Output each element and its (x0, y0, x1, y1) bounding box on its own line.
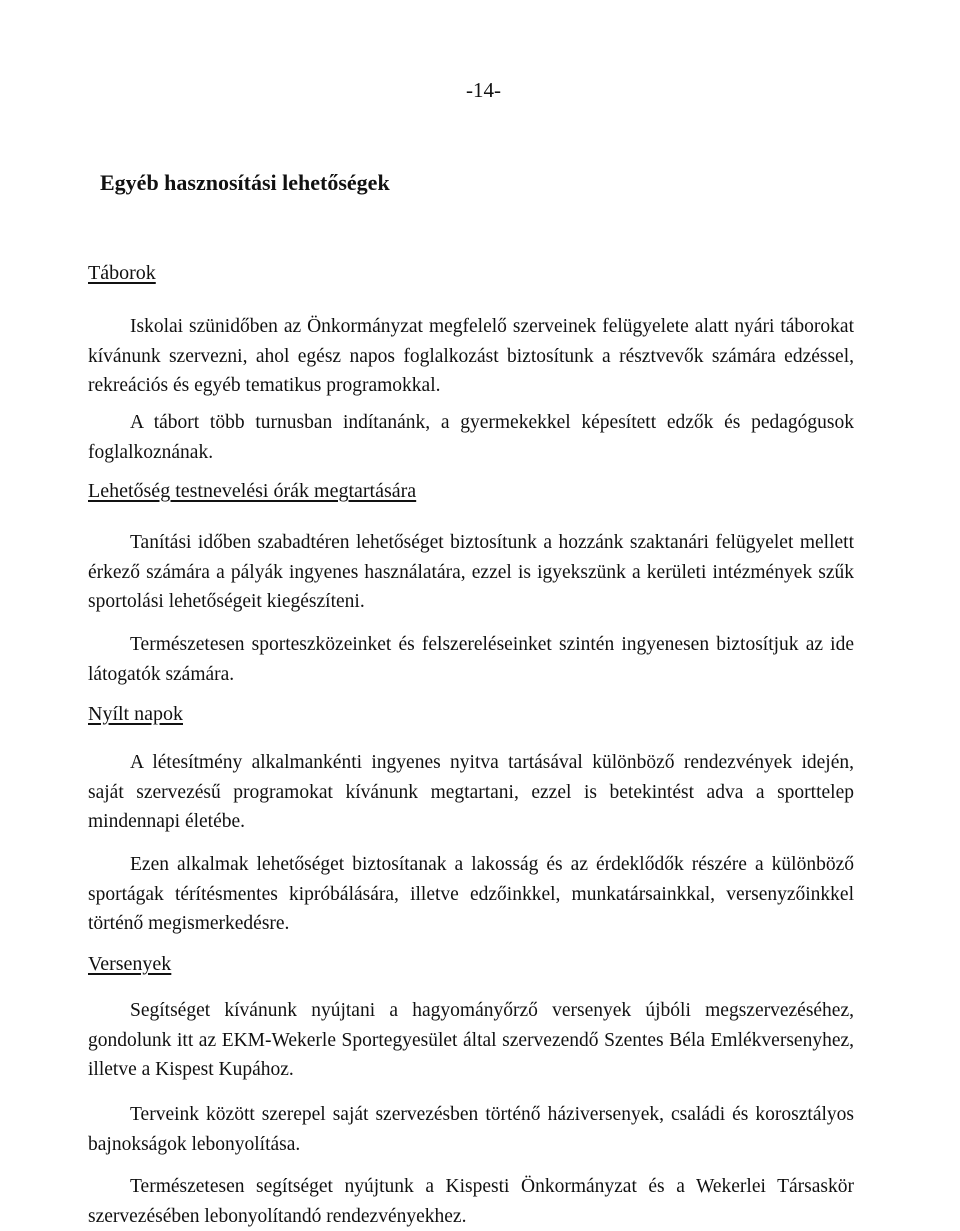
section-heading-taborok: Táborok (88, 262, 156, 284)
paragraph: Ezen alkalmak lehetőséget biztosítanak a lakosság és az érdeklődők részére a különböző sportágak térítésmentes kipróbálására, illetve edzőinkkel, munkatársainkkal, versenyzőinkkel történő megismerkedésre. (88, 854, 854, 934)
paragraph: Természetesen sporteszközeinket és felszereléseinket szintén ingyenesen biztosítjuk az ide látogatók számára. (88, 634, 854, 685)
paragraph: Iskolai szünidőben az Önkormányzat megfelelő szerveinek felügyelete alatt nyári táborokat kívánunk szervezni, ahol egész napos foglalkozást biztosítunk a résztvevők számára edzéssel, rekreációs és egyéb tematikus programokkal. (88, 316, 854, 396)
paragraph: A létesítmény alkalmankénti ingyenes nyitva tartásával különböző rendezvények idején, saját szervezésű programokat kívánunk megtartani, ezzel is betekintést adva a sporttelep mindennapi életébe. (88, 752, 854, 832)
paragraph: Terveink között szerepel saját szervezésben történő háziversenyek, családi és korosztályos bajnokságok lebonyolítása. (88, 1104, 854, 1155)
paragraph: Természetesen segítséget nyújtunk a Kispesti Önkormányzat és a Wekerlei Társaskör szervezésében lebonyolítandó rendezvényekhez. (88, 1176, 854, 1227)
paragraph: Tanítási időben szabadtéren lehetőséget biztosítunk a hozzánk szaktanári felügyelet mellett érkező számára a pályák ingyenes használatára, ezzel is igyekszünk a kerületi intézmények szűk sportolási lehetőségeit kiegészíteni. (88, 532, 854, 612)
page-number: -14- (466, 78, 501, 102)
section-heading-testneveles: Lehetőség testnevelési órák megtartására (88, 480, 417, 502)
section-heading-nyilt-napok: Nyílt napok (88, 703, 183, 725)
paragraph: A tábort több turnusban indítanánk, a gyermekekkel képesített edzők és pedagógusok foglalkoznának. (88, 412, 854, 463)
section-heading-versenyek: Versenyek (88, 953, 172, 975)
page-title: Egyéb hasznosítási lehetőségek (100, 170, 390, 195)
paragraph: Segítséget kívánunk nyújtani a hagyományőrző versenyek újbóli megszervezéséhez, gondolunk itt az EKM-Wekerle Sportegyesület által szervezendő Szentes Béla Emlékversenyhez, illetve a Kispest Kupához. (88, 1000, 854, 1080)
